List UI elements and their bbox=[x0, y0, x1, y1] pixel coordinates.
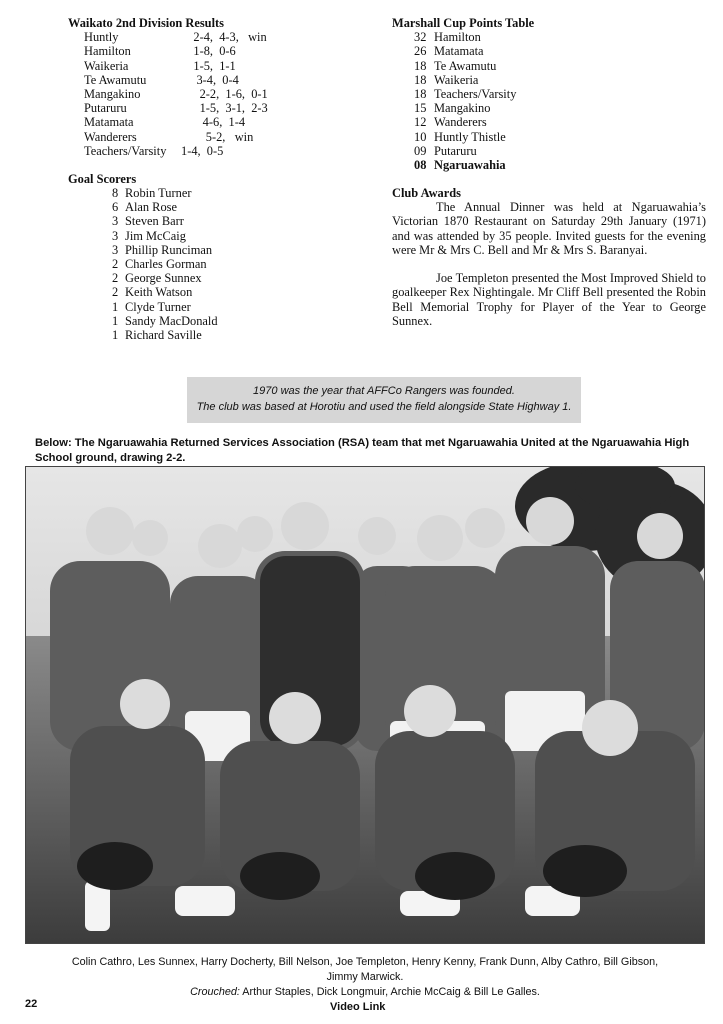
goal-scorers-heading: Goal Scorers bbox=[68, 171, 137, 186]
result-team: Wanderers bbox=[84, 129, 137, 144]
waikato-results-list bbox=[68, 30, 358, 158]
scorer-row bbox=[68, 200, 358, 214]
scorer-row bbox=[68, 285, 358, 299]
scorer-goals: 6 bbox=[112, 200, 119, 215]
result-team: Mangakino bbox=[84, 86, 141, 101]
scorer-row bbox=[68, 243, 358, 257]
points-value: 32 bbox=[414, 30, 427, 45]
points-value: 18 bbox=[414, 58, 427, 73]
points-value: 26 bbox=[414, 44, 427, 59]
result-row bbox=[68, 73, 358, 87]
marshall-cup-table bbox=[392, 30, 706, 172]
result-row bbox=[68, 44, 358, 58]
points-team: Mangakino bbox=[434, 101, 491, 116]
result-score: 4-6, 1-4 bbox=[181, 115, 246, 130]
points-row-highlighted bbox=[392, 158, 706, 172]
crouched-line bbox=[40, 985, 690, 1000]
scorer-goals: 8 bbox=[112, 186, 119, 201]
scorer-goals: 3 bbox=[112, 242, 119, 257]
awards-paragraph-dinner: The Annual Dinner was held at Ngaruawahia’s Victorian 1870 Restaurant on Saturday 29th January (1971) and was attended by 35 people. Invited guests for the evening were Mr & Mrs C. Bell and Mr & Mrs S. Baranyai. bbox=[392, 200, 706, 257]
goal-scorers-list bbox=[68, 186, 358, 342]
result-team: Huntly bbox=[84, 30, 119, 45]
points-team: Wanderers bbox=[434, 115, 487, 130]
points-value: 18 bbox=[414, 72, 427, 87]
result-row bbox=[68, 101, 358, 115]
scorer-name: Phillip Runciman bbox=[125, 242, 213, 257]
scorer-name: Richard Saville bbox=[125, 327, 202, 342]
scorer-row bbox=[68, 229, 358, 243]
points-row bbox=[392, 101, 706, 115]
points-row bbox=[392, 144, 706, 158]
points-team: Matamata bbox=[434, 44, 484, 59]
team-photo bbox=[25, 466, 705, 944]
result-row bbox=[68, 144, 358, 158]
result-team: Waikeria bbox=[84, 58, 129, 73]
result-team: Hamilton bbox=[84, 44, 131, 59]
note-line: The club was based at Horotiu and used the field alongside State Highway 1. bbox=[196, 401, 572, 413]
scorer-name: George Sunnex bbox=[125, 271, 202, 286]
photo-names bbox=[40, 955, 690, 1000]
result-score: 1-5, 3-1, 2-3 bbox=[181, 101, 268, 116]
scorer-name: Alan Rose bbox=[125, 200, 177, 215]
points-row bbox=[392, 130, 706, 144]
points-row bbox=[392, 30, 706, 44]
scorer-row bbox=[68, 214, 358, 228]
right-column bbox=[392, 16, 706, 328]
result-row bbox=[68, 59, 358, 73]
page-number: 22 bbox=[25, 998, 38, 1010]
points-value: 12 bbox=[414, 115, 427, 130]
points-row bbox=[392, 73, 706, 87]
result-row bbox=[68, 87, 358, 101]
waikato-results-heading: Waikato 2nd Division Results bbox=[68, 16, 224, 30]
points-team: Huntly Thistle bbox=[434, 129, 506, 144]
points-value: 18 bbox=[414, 86, 427, 101]
result-row bbox=[68, 30, 358, 44]
scorer-goals: 2 bbox=[112, 271, 119, 286]
result-score: 1-4, 0-5 bbox=[181, 143, 224, 158]
awards-paragraph-trophies: Joe Templeton presented the Most Improved Shield to goalkeeper Rex Nightingale. Mr Cliff Bell presented the Robin Bell Memorial Trophy for Player of the Year to George Sunnex. bbox=[392, 271, 706, 328]
points-row bbox=[392, 59, 706, 73]
scorer-name: Clyde Turner bbox=[125, 299, 191, 314]
result-score: 2-2, 1-6, 0-1 bbox=[181, 86, 268, 101]
points-team: Teachers/Varsity bbox=[434, 86, 517, 101]
scorer-row bbox=[68, 186, 358, 200]
result-row bbox=[68, 130, 358, 144]
scorer-goals: 3 bbox=[112, 228, 119, 243]
left-column bbox=[68, 16, 358, 342]
marshall-cup-heading: Marshall Cup Points Table bbox=[392, 16, 535, 30]
names-line: Colin Cathro, Les Sunnex, Harry Docherty, Bill Nelson, Joe Templeton, Henry Kenny, Frank Dunn, Alby Cathro, Bill Gibson, bbox=[71, 956, 659, 968]
crouched-label: Crouched: bbox=[190, 986, 240, 998]
scorer-name: Steven Barr bbox=[125, 214, 184, 229]
result-team: Te Awamutu bbox=[84, 72, 147, 87]
founding-note-box bbox=[187, 377, 581, 423]
points-value: 09 bbox=[414, 143, 427, 158]
points-value: 15 bbox=[414, 101, 427, 116]
result-team: Teachers/Varsity bbox=[84, 143, 167, 158]
scorer-goals: 3 bbox=[112, 214, 119, 229]
crouched-names: Arthur Staples, Dick Longmuir, Archie McCaig & Bill Le Galles. bbox=[239, 986, 540, 998]
result-score: 1-8, 0-6 bbox=[181, 44, 236, 59]
scorer-name: Charles Gorman bbox=[125, 257, 207, 272]
points-row bbox=[392, 115, 706, 129]
scorer-name: Keith Watson bbox=[125, 285, 193, 300]
scorer-row bbox=[68, 271, 358, 285]
result-score: 2-4, 4-3, win bbox=[181, 30, 267, 45]
result-score: 5-2, win bbox=[181, 129, 254, 144]
scorer-row bbox=[68, 257, 358, 271]
points-row bbox=[392, 87, 706, 101]
scorer-name: Jim McCaig bbox=[125, 228, 186, 243]
names-line: Jimmy Marwick. bbox=[326, 971, 404, 983]
scorer-goals: 1 bbox=[112, 327, 119, 342]
points-team: Putaruru bbox=[434, 143, 477, 158]
result-row bbox=[68, 115, 358, 129]
scorer-row bbox=[68, 314, 358, 328]
result-team: Matamata bbox=[84, 115, 134, 130]
points-value: 10 bbox=[414, 129, 427, 144]
note-line: 1970 was the year that AFFCo Rangers was founded. bbox=[253, 385, 515, 397]
scorer-name: Sandy MacDonald bbox=[125, 313, 218, 328]
scorer-row bbox=[68, 328, 358, 342]
points-team: Ngaruawahia bbox=[434, 157, 506, 172]
result-score: 1-5, 1-1 bbox=[181, 58, 236, 73]
scorer-goals: 2 bbox=[112, 257, 119, 272]
points-team: Waikeria bbox=[434, 72, 479, 87]
result-team: Putaruru bbox=[84, 101, 127, 116]
scorer-row bbox=[68, 300, 358, 314]
club-awards-heading: Club Awards bbox=[392, 186, 461, 201]
scorer-goals: 2 bbox=[112, 285, 119, 300]
video-link[interactable]: Video Link bbox=[330, 1001, 386, 1013]
scorer-goals: 1 bbox=[112, 299, 119, 314]
points-value: 08 bbox=[414, 157, 427, 172]
result-score: 3-4, 0-4 bbox=[181, 72, 239, 87]
points-team: Te Awamutu bbox=[434, 58, 497, 73]
scorer-name: Robin Turner bbox=[125, 186, 192, 201]
scorer-goals: 1 bbox=[112, 313, 119, 328]
points-team: Hamilton bbox=[434, 30, 481, 45]
photo-caption: Below: The Ngaruawahia Returned Services Association (RSA) team that met Ngaruawahia United at the Ngaruawahia High School ground, drawing 2-2. bbox=[35, 437, 690, 464]
points-row bbox=[392, 44, 706, 58]
